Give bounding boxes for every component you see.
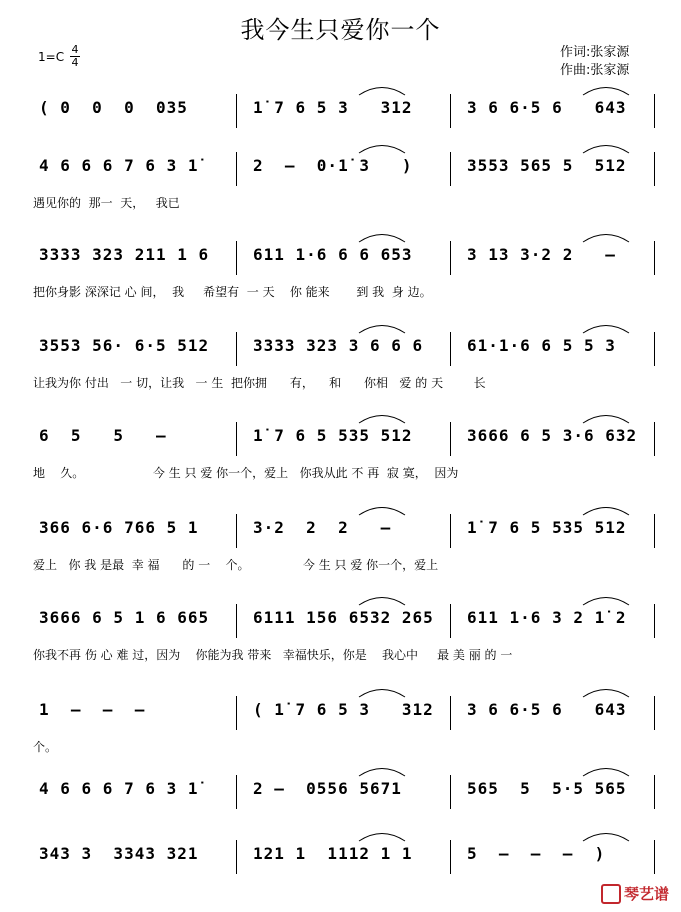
barline [654, 840, 655, 874]
measure-group: 3666 6 5 1 6 665 [39, 608, 210, 627]
notation-line [33, 608, 658, 630]
measure-group: 611 1·6 6 6 653 [253, 245, 413, 264]
barline [654, 696, 655, 730]
barline [654, 332, 655, 366]
notation-line [33, 518, 658, 540]
slur [357, 320, 407, 334]
slur [581, 140, 631, 154]
notation-line [33, 844, 658, 866]
measure-group: 565 5 5·5 565 [467, 779, 627, 798]
measure-group: 121 1 1112 1 1 [253, 844, 413, 863]
lyricist: 作词:张家源 [560, 45, 630, 60]
lyrics-line: 爱上 你 我 是最 幸 福 的 一 个。 今 生 只 爱 你一个，爱上 [33, 558, 439, 572]
notation-line [33, 245, 658, 267]
lyrics-line: 让我为你 付出 一 切，让我 一 生 把你拥 有， 和 你相 爱 的 天 长 [33, 376, 486, 390]
measure-group: 1̇ 7 6 5 3 312 [253, 98, 413, 117]
measure-group: 366 6·6 766 5 1 [39, 518, 199, 537]
slur [581, 828, 631, 842]
slur [581, 763, 631, 777]
brand-logo [601, 883, 669, 905]
key-signature: 1=C [38, 50, 65, 64]
measure-group: ( 0 0 0 035 [39, 98, 188, 117]
measure-group: 2 – 0·1̇ 3 ) [253, 156, 413, 175]
slur [357, 828, 407, 842]
measure-group: 1̇ 7 6 5 535 512 [253, 426, 413, 445]
slur [357, 82, 407, 96]
notation-line [33, 156, 658, 178]
slur [581, 229, 631, 243]
barline [654, 422, 655, 456]
song-title: 我今生只爱你一个 [240, 16, 441, 44]
measure-group: 611 1·6 3 2 1̇ 2 [467, 608, 627, 627]
measure-group: 3333 323 3 6 6 6 [253, 336, 424, 355]
slur [357, 140, 407, 154]
measure-group: 1̇ 7 6 5 535 512 [467, 518, 627, 537]
lyrics-line: 遇见你的 那一 天， 我已 [33, 196, 180, 210]
slur [581, 410, 631, 424]
barline [654, 514, 655, 548]
slur [581, 684, 631, 698]
measure-group: 3553 56· 6·5 512 [39, 336, 210, 355]
slur [581, 502, 631, 516]
barline [450, 604, 451, 638]
measure-group: 3 6 6·5 6 643 [467, 700, 627, 719]
lyrics-line: 把你身影 深深记 心 间， 我 希望有 一 天 你 能来 到 我 身 边。 [33, 285, 432, 299]
barline [236, 422, 237, 456]
barline [450, 332, 451, 366]
slur [357, 592, 407, 606]
time-signature [70, 44, 80, 69]
barline [236, 152, 237, 186]
time-signature-bottom: 4 [71, 56, 79, 69]
notation-line [33, 700, 658, 722]
brand-mark-icon [601, 884, 621, 904]
measure-group: 3·2 2 2 – [253, 518, 392, 537]
barline [236, 840, 237, 874]
measure-group: 2 – 0556 5671 [253, 779, 402, 798]
notation-line [33, 779, 658, 801]
barline [236, 696, 237, 730]
measure-group: 61·1·6 6 5 5 3 [467, 336, 616, 355]
time-signature-top: 4 [71, 43, 79, 56]
brand-name: 琴艺谱 [623, 884, 669, 903]
slur [581, 82, 631, 96]
lyrics-line: 地 久。 今 生 只 爱 你一个，爱上 你我从此 不 再 寂 寞， 因为 [33, 466, 459, 480]
barline [450, 775, 451, 809]
measure-group: 3666 6 5 3·6 632 [467, 426, 638, 445]
slur [581, 320, 631, 334]
barline [236, 775, 237, 809]
measure-group: ( 1̇ 7 6 5 3 312 [253, 700, 434, 719]
barline [236, 241, 237, 275]
measure-group: 4 6 6 6 7 6 3 1̇ [39, 779, 199, 798]
lyrics-line: 个。 [33, 740, 58, 754]
measure-group: 3 13 3·2 2 – [467, 245, 616, 264]
measure-group: 3553 565 5 512 [467, 156, 627, 175]
barline [236, 604, 237, 638]
barline [450, 696, 451, 730]
barline [654, 604, 655, 638]
lyrics-line: 你我不再 伤 心 难 过，因为 你能为我 带来 幸福快乐，你是 我心中 最 美 丽 的 一 [33, 648, 513, 662]
slur [357, 684, 407, 698]
measure-group: 3 6 6·5 6 643 [467, 98, 627, 117]
slur [357, 502, 407, 516]
measure-group: 3333 323 211 1 6 [39, 245, 210, 264]
slur [357, 410, 407, 424]
barline [654, 94, 655, 128]
slur [357, 229, 407, 243]
notation-line [33, 336, 658, 358]
notation-line [33, 98, 658, 120]
barline [654, 152, 655, 186]
barline [236, 332, 237, 366]
notation-line [33, 426, 658, 448]
barline [654, 775, 655, 809]
measure-group: 4 6 6 6 7 6 3 1̇ [39, 156, 199, 175]
barline [654, 241, 655, 275]
measure-group: 1 – – – [39, 700, 146, 719]
slur [581, 592, 631, 606]
barline [236, 94, 237, 128]
measure-group: 343 3 3343 321 [39, 844, 199, 863]
measure-group: 6111 156 6532 265 [253, 608, 434, 627]
barline [450, 840, 451, 874]
measure-group: 5 – – – ) [467, 844, 606, 863]
barline [236, 514, 237, 548]
composer: 作曲:张家源 [560, 63, 630, 78]
barline [450, 94, 451, 128]
slur [357, 763, 407, 777]
barline [450, 152, 451, 186]
measure-group: 6 5 5 – [39, 426, 167, 445]
barline [450, 514, 451, 548]
barline [450, 422, 451, 456]
barline [450, 241, 451, 275]
credits [560, 44, 629, 80]
